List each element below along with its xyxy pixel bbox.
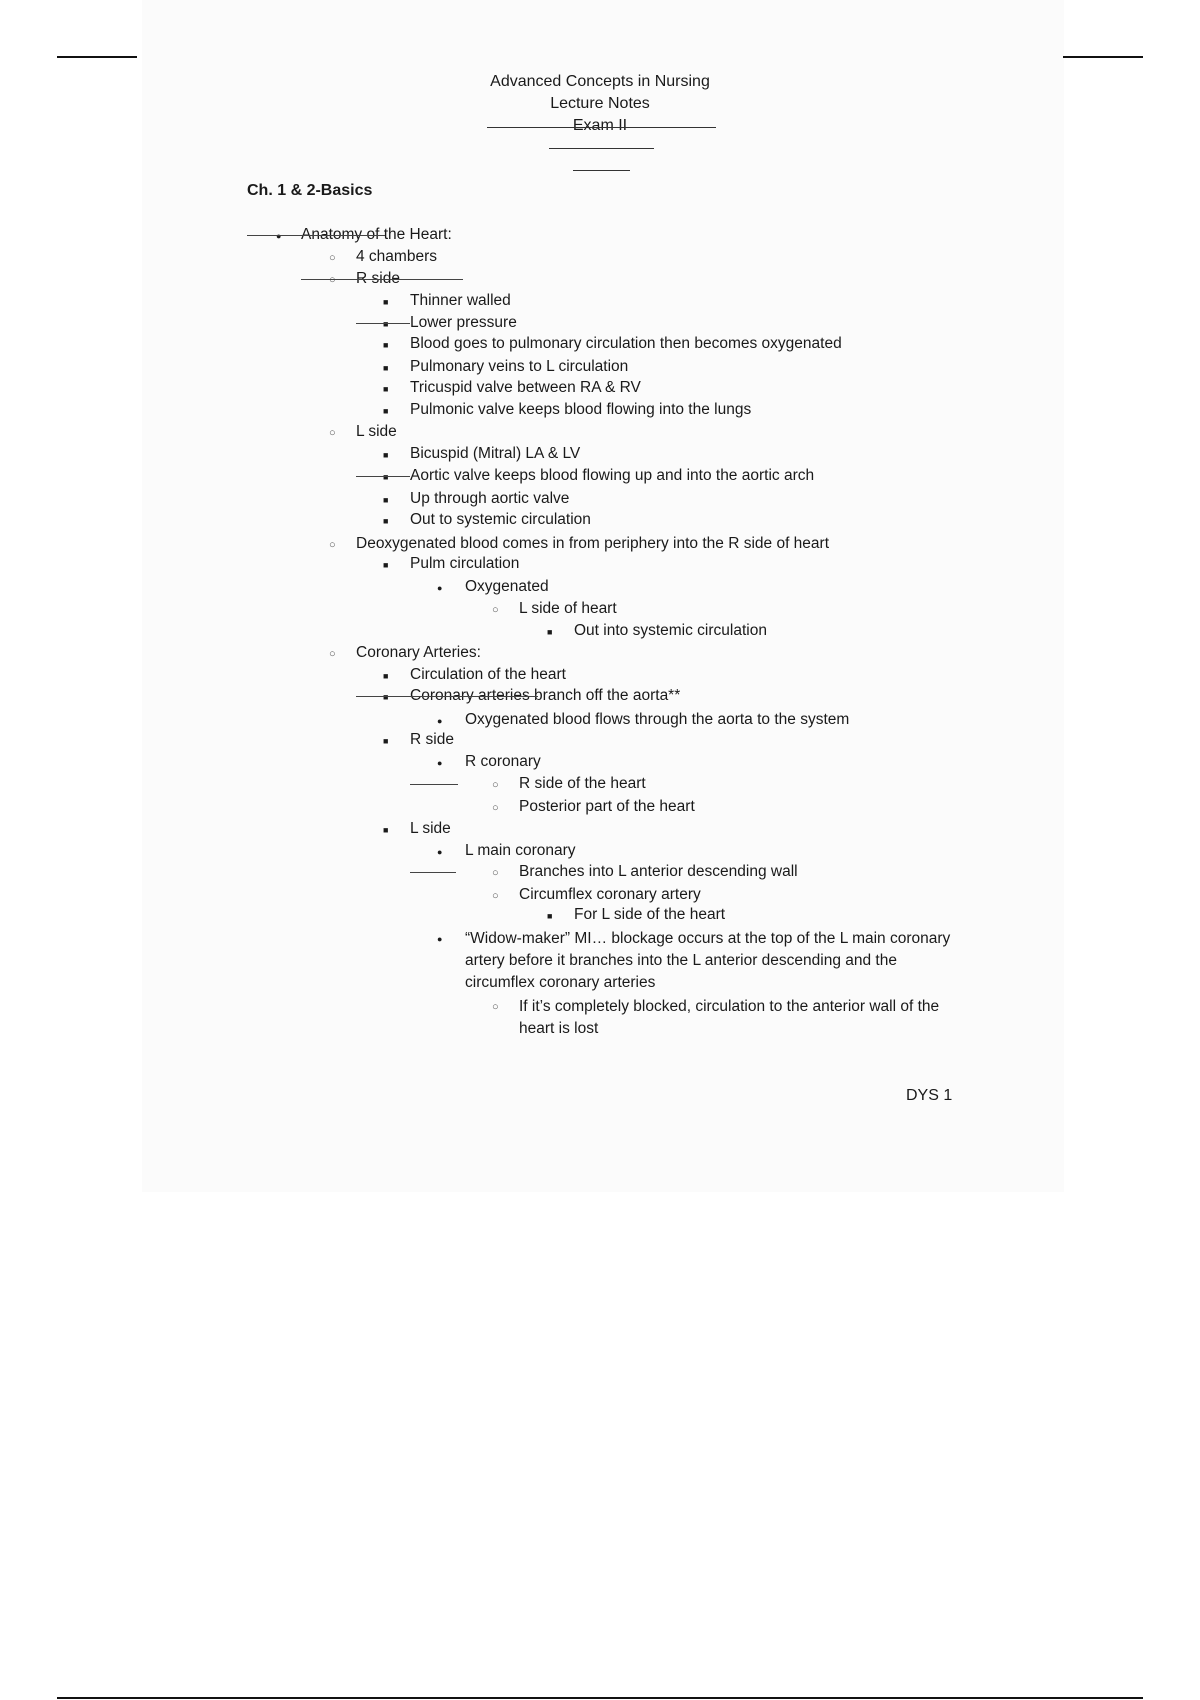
bullet-circle bbox=[329, 534, 336, 555]
outline-item: L main coronary bbox=[465, 842, 576, 859]
outline-item: Deoxygenated blood comes in from periphery into the R side of heart bbox=[356, 535, 830, 552]
bullet-square bbox=[383, 291, 388, 312]
outline-item: Posterior part of the heart bbox=[519, 798, 695, 815]
outline-item: L side bbox=[356, 423, 397, 440]
outline-item: Pulm circulation bbox=[410, 555, 520, 572]
outline-item: Branches into L anterior descending wall bbox=[519, 863, 798, 880]
outline-item: R side of the heart bbox=[519, 775, 646, 792]
outline-item: Lower pressure bbox=[410, 314, 517, 331]
bullet-circle bbox=[492, 797, 499, 818]
outline-item: Circumflex coronary artery bbox=[519, 886, 701, 903]
strike-mark bbox=[356, 696, 538, 697]
bullet-circle bbox=[492, 774, 499, 795]
header-rule-3 bbox=[573, 170, 630, 171]
outline-item: Up through aortic valve bbox=[410, 490, 570, 507]
bullet-square bbox=[383, 489, 388, 510]
outline-item: Anatomy of the Heart: bbox=[301, 226, 452, 243]
section-title: Ch. 1 & 2-Basics bbox=[247, 182, 373, 199]
bullet-disc bbox=[437, 841, 442, 862]
bullet-square bbox=[383, 554, 388, 575]
page-footer-code: DYS 1 bbox=[906, 1087, 953, 1104]
bullet-circle bbox=[329, 247, 336, 268]
bullet-disc bbox=[437, 710, 442, 731]
exam-strike-rule bbox=[487, 127, 716, 128]
outline-item: R side bbox=[356, 270, 400, 287]
top-right-rule bbox=[1063, 56, 1143, 58]
outline-item: Coronary arteries branch off the aorta** bbox=[410, 687, 681, 704]
bottom-rule bbox=[57, 1697, 1143, 1699]
document-subtitle: Lecture Notes bbox=[550, 95, 650, 112]
bullet-disc bbox=[437, 752, 442, 773]
bullet-square bbox=[547, 905, 552, 926]
bullet-square bbox=[383, 730, 388, 751]
bullet-disc bbox=[437, 928, 442, 949]
outline-item: Pulmonic valve keeps blood flowing into the lungs bbox=[410, 401, 752, 418]
outline-item: Pulmonary veins to L circulation bbox=[410, 358, 629, 375]
strike-mark bbox=[356, 476, 410, 477]
outline-item: Bicuspid (Mitral) LA & LV bbox=[410, 445, 581, 462]
outline-item: Thinner walled bbox=[410, 292, 511, 309]
outline-item: R side bbox=[410, 731, 454, 748]
bullet-square bbox=[383, 334, 388, 355]
bullet-square bbox=[383, 819, 388, 840]
bullet-circle bbox=[329, 643, 336, 664]
outline-item: Out to systemic circulation bbox=[410, 511, 591, 528]
outline-item: Tricuspid valve between RA & RV bbox=[410, 379, 641, 396]
outline-item: 4 chambers bbox=[356, 248, 437, 265]
bullet-square bbox=[383, 357, 388, 378]
strike-mark bbox=[356, 323, 410, 324]
outline-item: For L side of the heart bbox=[574, 906, 726, 923]
outline-item: Oxygenated blood flows through the aorta to the system bbox=[465, 711, 850, 728]
header-rule-2 bbox=[549, 148, 654, 149]
bullet-square bbox=[383, 665, 388, 686]
outline-item: Coronary Arteries: bbox=[356, 644, 481, 661]
top-left-rule bbox=[57, 56, 137, 58]
strike-mark bbox=[410, 784, 458, 785]
bullet-circle bbox=[492, 885, 499, 906]
outline-item: Blood goes to pulmonary circulation then becomes oxygenated bbox=[410, 335, 842, 352]
strike-mark bbox=[247, 235, 385, 236]
outline-item: L side bbox=[410, 820, 451, 837]
bullet-square bbox=[383, 510, 388, 531]
outline-item: Aortic valve keeps blood flowing up and into the aortic arch bbox=[410, 467, 815, 484]
bullet-square bbox=[383, 400, 388, 421]
bullet-circle bbox=[492, 996, 499, 1017]
bullet-circle bbox=[492, 599, 499, 620]
bullet-square bbox=[383, 378, 388, 399]
outline-item: Out into systemic circulation bbox=[574, 622, 767, 639]
strike-mark bbox=[410, 872, 456, 873]
bullet-circle bbox=[329, 422, 336, 443]
outline-item: R coronary bbox=[465, 753, 541, 770]
outline-item: If it’s completely blocked, circulation to the anterior wall of the heart is lost bbox=[519, 998, 940, 1037]
exam-label: Exam II bbox=[572, 117, 628, 134]
outline-item: L side of heart bbox=[519, 600, 617, 617]
outline-item: “Widow-maker” MI… blockage occurs at the top of the L main coronary artery before it branches into the L anterior descending and the circumflex coronary arteries bbox=[465, 930, 951, 991]
outline-item: Oxygenated bbox=[465, 578, 549, 595]
strike-mark bbox=[301, 279, 463, 280]
outline-item: Circulation of the heart bbox=[410, 666, 566, 683]
document-title: Advanced Concepts in Nursing bbox=[490, 73, 710, 90]
bullet-disc bbox=[437, 577, 442, 598]
bullet-circle bbox=[492, 862, 499, 883]
bullet-square bbox=[547, 621, 552, 642]
bullet-square bbox=[383, 444, 388, 465]
